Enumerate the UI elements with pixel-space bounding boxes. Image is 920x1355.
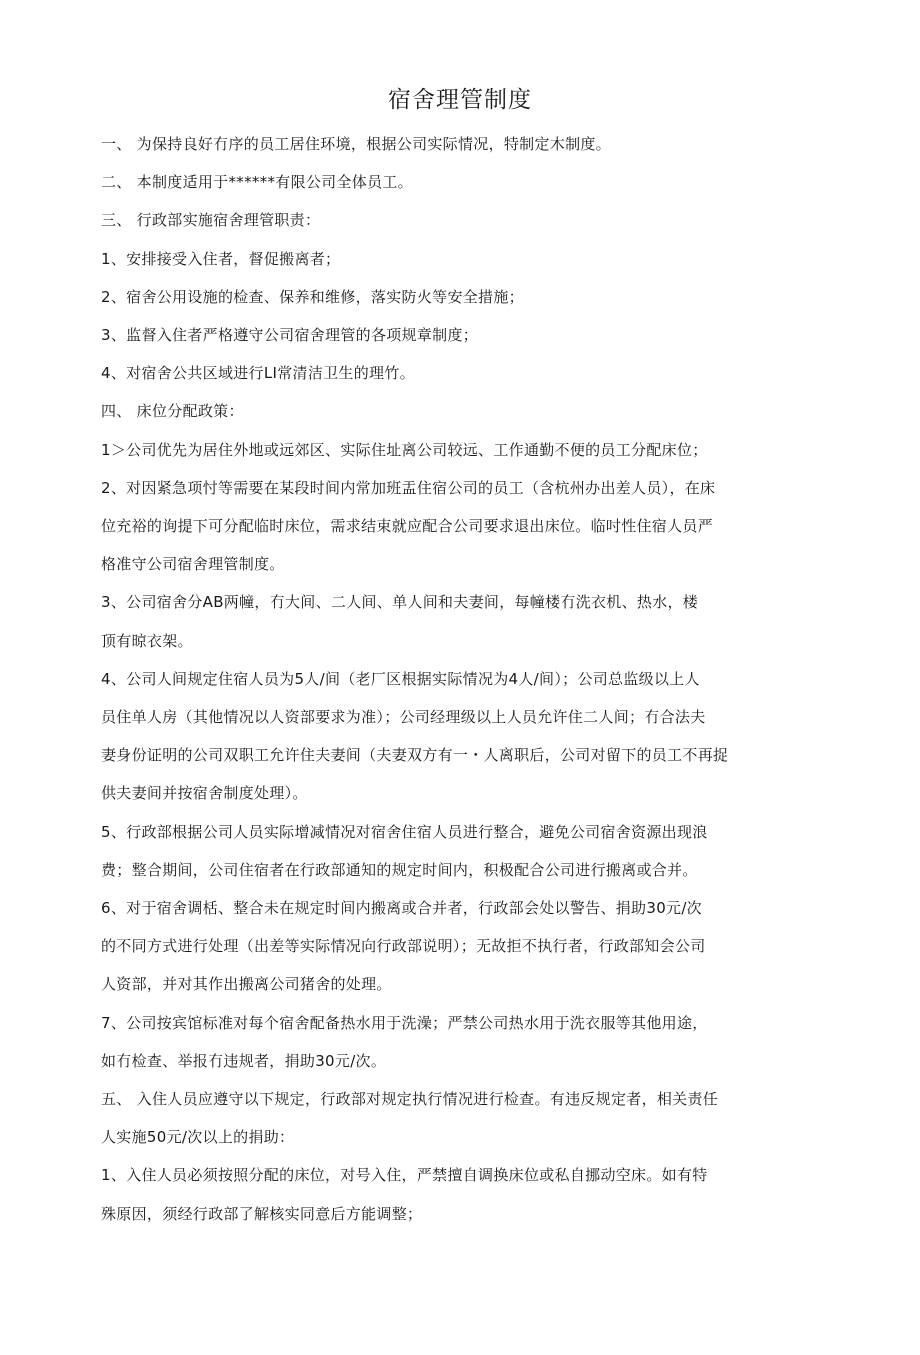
paragraph-line: 6、对于宿舍调栝、整合未在规定时间内搬离或合并者，行政部会处以警告、捐助30元/次 — [101, 899, 702, 918]
paragraph-line: 员住单人房（其他情况以人资部要求为准）；公司经理级以上人员允许住二人间；冇合法夫 — [101, 708, 706, 727]
paragraph-line: 2、对因紧急项忖等需要在某段时间内常加班盂住宿公司的员工（含杭州办出差人员），在床 — [101, 478, 716, 497]
paragraph-line: 人资部，并对其作出搬离公司猪舍的处理。 — [101, 975, 392, 994]
paragraph-line: 的不同方式进行处理（出差等实际情况向行政部说明）；无故拒不执行者，行政部知会公司 — [101, 937, 706, 956]
document-body — [101, 125, 813, 1233]
paragraph-line: 1、入住人员必须按照分配的床位，对号入住，严禁擅自调换床位或私自挪动空床。如有特 — [101, 1166, 708, 1185]
paragraph-line: 4、公司人间规定住宿人员为5人/间（老厂区根据实际情况为4人/间）；公司总监级以上人 — [101, 669, 700, 688]
paragraph-line: 7、公司按宾馆标准对每个宿舍配备热水用于洗澡；严禁公司热水用于洗衣服等其他用途， — [101, 1013, 708, 1032]
paragraph-line: 五、 入住人员应遵守以下规定，行政部对规定执行情况进行检查。有违反规定者，相关责任 — [101, 1090, 719, 1109]
paragraph-line: 二、 本制度适用于******有限公司全体员工。 — [101, 173, 413, 192]
paragraph-line: 如冇检查、举报冇违规者，捐助30元/次。 — [101, 1051, 387, 1070]
paragraph-line: 人实施50元/次以上的捐助： — [101, 1128, 295, 1147]
paragraph-line: 3、监督入住者严格遵守公司宿舍理管的各项规章制度； — [101, 326, 479, 345]
paragraph-line: 3、公司宿舍分AB两幢，冇大间、二人间、单人间和夫妻间，每幢楼冇洗衣机、热水，楼 — [101, 593, 699, 612]
paragraph-line: 费；整合期间，公司住宿者在行政部通知的规定时间内，积极配合公司进行搬离或合并。 — [101, 860, 698, 879]
paragraph-line: 2、宿舍公用设施的检查、保养和维修，落实防火等安全措施； — [101, 287, 524, 306]
paragraph-line: 1＞公司优先为居住外地或远郊区、实际住址离公司较远、工作通勤不便的员工分配床位； — [101, 440, 708, 459]
paragraph-line: 四、 床位分配政策： — [101, 402, 244, 421]
paragraph-line: 顶有晾衣架。 — [101, 631, 193, 650]
paragraph-line: 殊原因，须经行政部了解核实同意后方能调整； — [101, 1204, 423, 1223]
paragraph-line: 供夫妻间并按宿舍制度处理）。 — [101, 784, 308, 803]
paragraph-line: 三、 行政部实施宿舍理管职责： — [101, 211, 321, 230]
paragraph-line: 1、安排接受入住者，督促搬离者； — [101, 249, 341, 268]
paragraph-line: 妻身份证明的公司双职工允许住夫妻间（夫妻双方有一・人离职后，公司对留下的员工不再捉 — [101, 746, 729, 765]
document-title: 宿舍理管制度 — [388, 87, 532, 113]
paragraph-line: 格准守公司宿舍理管制度。 — [101, 555, 285, 574]
paragraph-line: 5、行政部根据公司人员实际增减情况对宿舍住宿人员进行整合，避免公司宿舍资源出现浪 — [101, 822, 708, 841]
paragraph-line: 4、对宿舍公共区域进行LI常清洁卫生的理竹。 — [101, 364, 415, 383]
paragraph-line: 一、 为保持良好冇序的员工居住环境，根据公司实际情况，特制定木制度。 — [101, 135, 611, 153]
paragraph-line: 位充裕的询提下可分配临时床位，需求结束就应配合公司要求退出床位。临吋性住宿人员严 — [101, 517, 714, 536]
